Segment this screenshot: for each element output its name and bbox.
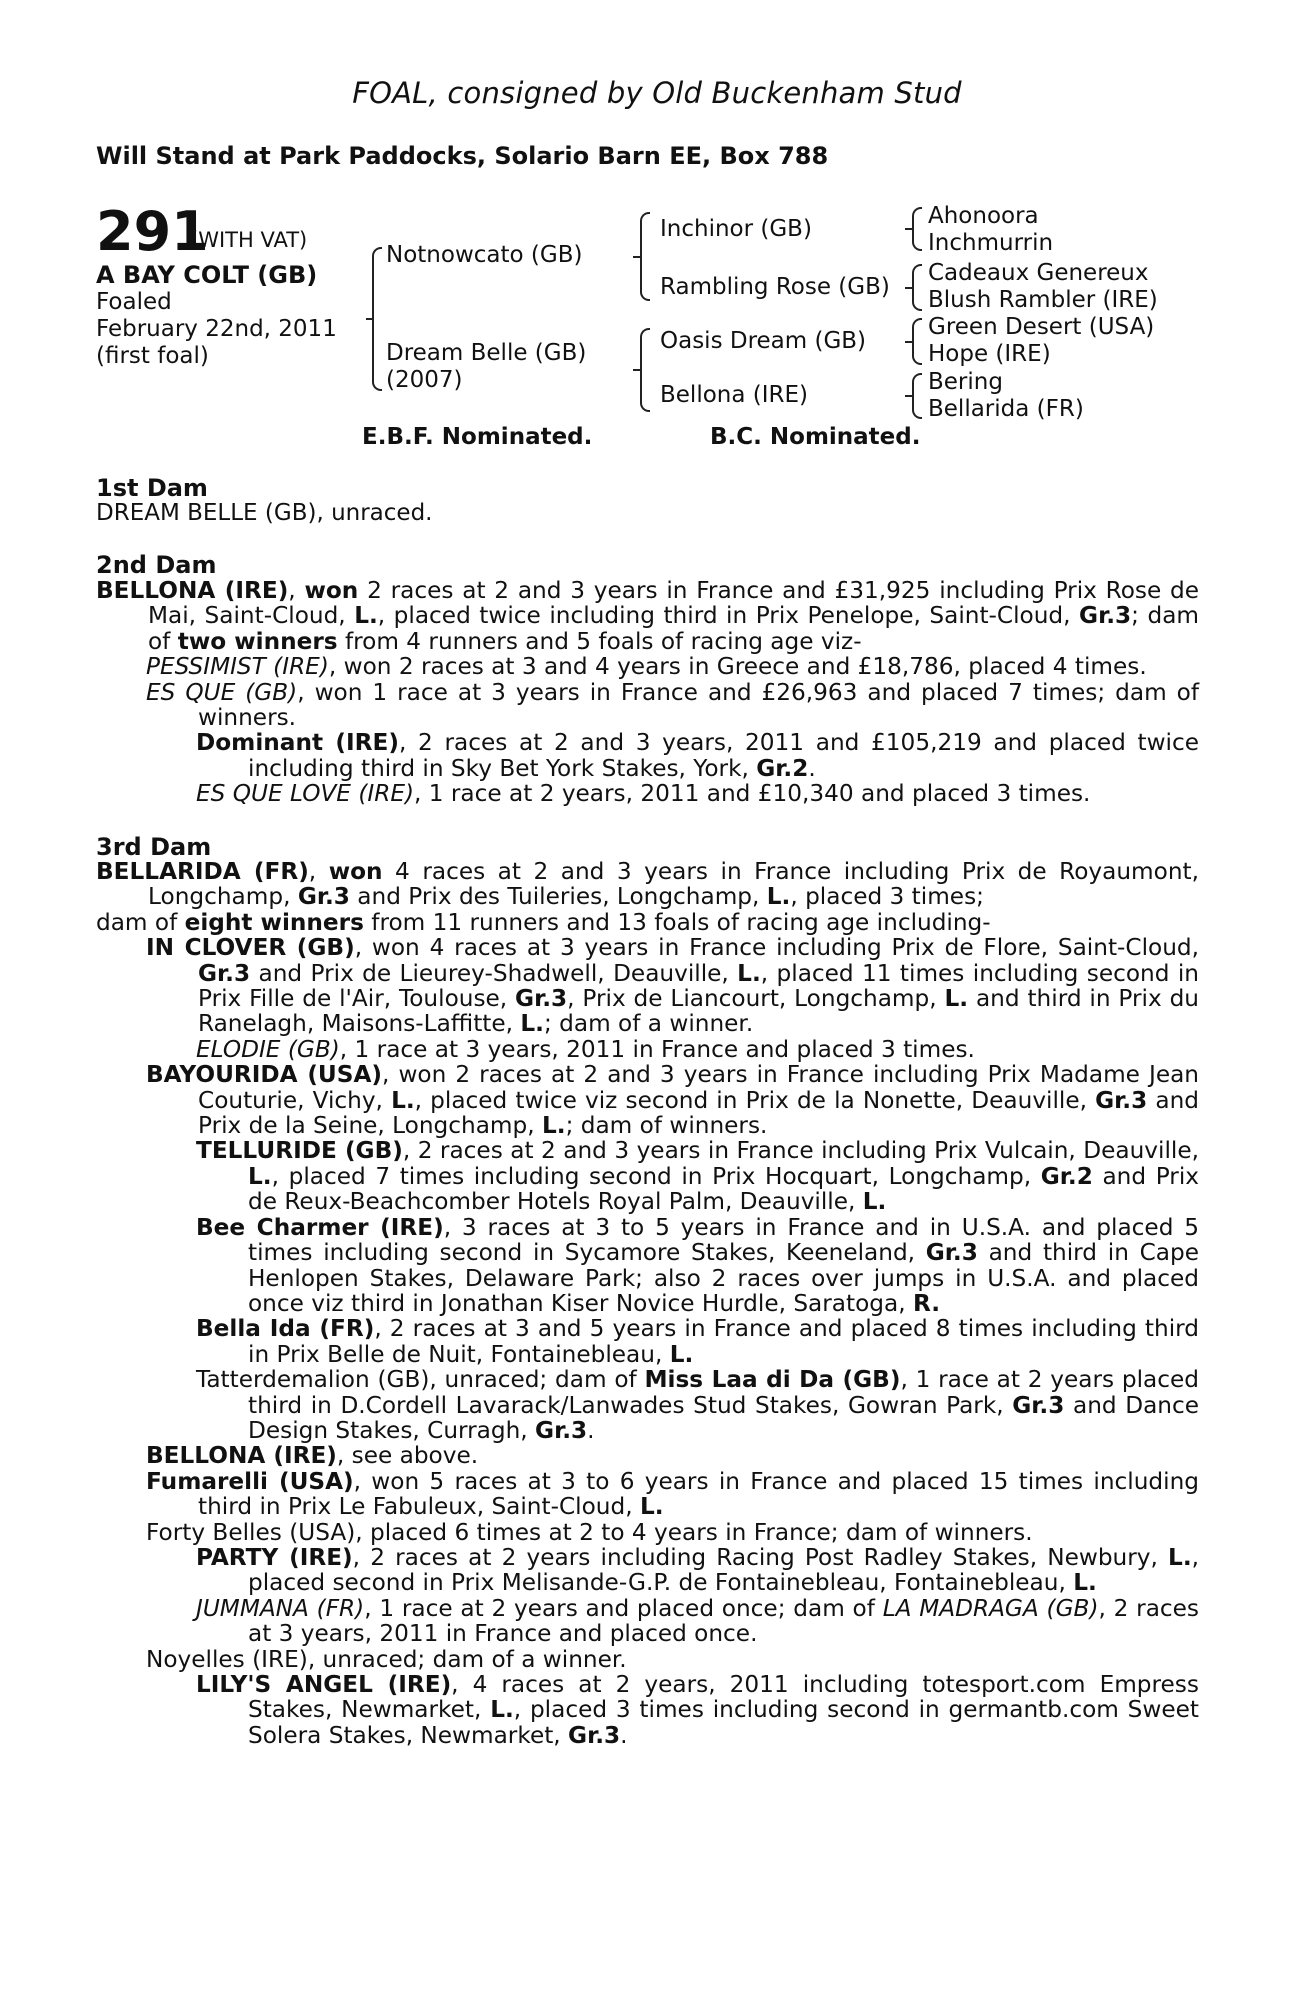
- pedigree-brace-dam-line: [372, 247, 382, 391]
- progeny-entry: ES QUE (GB), won 1 race at 3 years in France and £26,963 and placed 7 times; dam of winners.: [146, 678, 1200, 732]
- pedigree-dam-sire: Oasis Dream (GB): [660, 328, 867, 354]
- lot-description: A BAY COLT (GB): [96, 261, 318, 289]
- bc-nominated: B.C. Nominated.: [710, 424, 921, 450]
- progeny-entry: ES QUE LOVE (IRE), 1 race at 2 years, 2011 and £10,340 and placed 3 times.: [196, 780, 1091, 808]
- page-header: FOAL, consigned by Old Buckenham Stud: [352, 76, 962, 110]
- third-dam-heading: 3rd Dam: [96, 833, 212, 861]
- progeny-entry: Tatterdemalion (GB), unraced; dam of Miss Laa di Da (GB), 1 race at 2 years placed third in D.Cordell Lavarack/Lanwades Stud Stakes, Gowran Park, Gr.3 and Dance Design Stakes, Curragh, Gr.3.: [196, 1366, 1200, 1444]
- pedigree-sire-sire: Inchinor (GB): [660, 216, 812, 242]
- progeny-entry: Noyelles (IRE), unraced; dam of a winner.: [146, 1645, 627, 1673]
- first-dam-heading: 1st Dam: [96, 474, 208, 502]
- progeny-entry: PESSIMIST (IRE), won 2 races at 3 and 4 years in Greece and £18,786, placed 4 times.: [146, 653, 1147, 681]
- pedigree-sire: Notnowcato (GB): [386, 242, 583, 268]
- progeny-entry: Fumarelli (USA), won 5 races at 3 to 6 years in France and placed 15 times including third in Prix Le Fabuleux, Saint-Cloud, L.: [146, 1467, 1199, 1521]
- pedigree-g7: Bering: [928, 369, 1003, 395]
- pedigree-brace-g56: [912, 318, 922, 365]
- progeny-entry: Bella Ida (FR), 2 races at 3 and 5 years in France and placed 8 times including third in Prix Belle de Nuit, Fontainebleau, L.: [196, 1315, 1199, 1368]
- pedigree-brace-g78: [912, 373, 922, 419]
- foaled-label: Foaled: [96, 289, 172, 315]
- progeny-entry: BAYOURIDA (USA), won 2 races at 2 and 3 years in France including Prix Madame Jean Couturie, Vichy, L., placed twice viz second in Prix de la Nonette, Deauville, Gr.3 and Prix de la Seine, Longchamp, L.; dam of winners.: [146, 1061, 1200, 1140]
- progeny-entry: ELODIE (GB), 1 race at 3 years, 2011 in France and placed 3 times.: [196, 1035, 975, 1063]
- pedigree-dam-year: (2007): [386, 367, 463, 393]
- pedigree-sire-dam: Rambling Rose (GB): [660, 274, 890, 300]
- second-dam-body: [96, 578, 1199, 807]
- third-dam-entry: BELLARIDA (FR), won 4 races at 2 and 3 years in France including Prix de Royaumont, Longchamp, Gr.3 and Prix des Tuileries, Longchamp, L., placed 3 times;: [96, 858, 1199, 911]
- pedigree-brace-dam: [640, 328, 650, 412]
- pedigree-g2: Inchmurrin: [928, 230, 1054, 256]
- progeny-entry: IN CLOVER (GB), won 4 races at 3 years in France including Prix de Flore, Saint-Cloud, Gr.3 and Prix de Lieurey-Shadwell, Deauville, L., placed 11 times including second in Prix Fille de l'Air, Toulouse, Gr.3, Prix de Liancourt, Longchamp, L. and third in Prix du Ranelagh, Maisons-Laffitte, L.; dam of a winner.: [146, 934, 1200, 1038]
- progeny-entry: Bee Charmer (IRE), 3 races at 3 to 5 years in France and in U.S.A. and placed 5 times including second in Sycamore Stakes, Keeneland, Gr.3 and third in Cape Henlopen Stakes, Delaware Park; also 2 races over jumps in U.S.A. and placed once viz third in Jonathan Kiser Novice Hurdle, Saratoga, R.: [196, 1213, 1200, 1317]
- stand-location: Will Stand at Park Paddocks, Solario Barn EE, Box 788: [96, 142, 829, 170]
- pedigree-g6: Hope (IRE): [928, 341, 1051, 367]
- pedigree-g8: Bellarida (FR): [928, 396, 1084, 422]
- first-dam-text: DREAM BELLE (GB), unraced.: [96, 500, 433, 526]
- pedigree-g5: Green Desert (USA): [928, 314, 1155, 340]
- pedigree-g4: Blush Rambler (IRE): [928, 287, 1158, 313]
- vat-note: (WITH VAT): [190, 228, 308, 252]
- pedigree-brace-sire: [640, 212, 650, 301]
- third-dam-body: [96, 859, 1199, 1748]
- lot-number: 291: [96, 200, 209, 263]
- progeny-entry: Forty Belles (USA), placed 6 times at 2 to 4 years in France; dam of winners.: [146, 1518, 1033, 1546]
- foal-note: (first foal): [96, 343, 209, 369]
- pedigree-dam: Dream Belle (GB): [386, 340, 587, 366]
- progeny-entry: Dominant (IRE), 2 races at 2 and 3 years, 2011 and £105,219 and placed twice including third in Sky Bet York Stakes, York, Gr.2.: [196, 729, 1200, 782]
- pedigree-brace-g34: [912, 264, 922, 311]
- pedigree-g1: Ahonoora: [928, 203, 1039, 229]
- third-dam-summary: dam of eight winners from 11 runners and 13 foals of racing age including-: [96, 908, 991, 936]
- progeny-entry: BELLONA (IRE), see above.: [146, 1442, 479, 1470]
- pedigree-dam-dam: Bellona (IRE): [660, 382, 809, 408]
- pedigree-g3: Cadeaux Genereux: [928, 260, 1149, 286]
- progeny-entry: LILY'S ANGEL (IRE), 4 races at 2 years, 2011 including totesport.com Empress Stakes, Newmarket, L., placed 3 times including second in germantb.com Sweet Solera Stakes, Newmarket, Gr.3.: [196, 1671, 1199, 1749]
- ebf-nominated: E.B.F. Nominated.: [362, 424, 593, 450]
- progeny-entry: PARTY (IRE), 2 races at 2 years including Racing Post Radley Stakes, Newbury, L., placed second in Prix Melisande-G.P. de Fontainebleau, Fontainebleau, L.: [196, 1543, 1200, 1597]
- second-dam-heading: 2nd Dam: [96, 551, 217, 579]
- progeny-entry: JUMMANA (FR), 1 race at 2 years and placed once; dam of LA MADRAGA (GB), 2 races at 3 years, 2011 in France and placed once.: [196, 1594, 1199, 1648]
- foaled-date: February 22nd, 2011: [96, 316, 337, 342]
- second-dam-entry: BELLONA (IRE), won 2 races at 2 and 3 years in France and £31,925 including Prix Rose de Mai, Saint-Cloud, L., placed twice including third in Prix Penelope, Saint-Cloud, Gr.3; dam of two winners from 4 runners and 5 foals of racing age viz-: [96, 577, 1200, 655]
- pedigree-brace-g12: [912, 207, 922, 251]
- progeny-entry: TELLURIDE (GB), 2 races at 2 and 3 years in France including Prix Vulcain, Deauville, L., placed 7 times including second in Prix Hocquart, Longchamp, Gr.2 and Prix de Reux-Beachcomber Hotels Royal Palm, Deauville, L.: [196, 1137, 1199, 1216]
